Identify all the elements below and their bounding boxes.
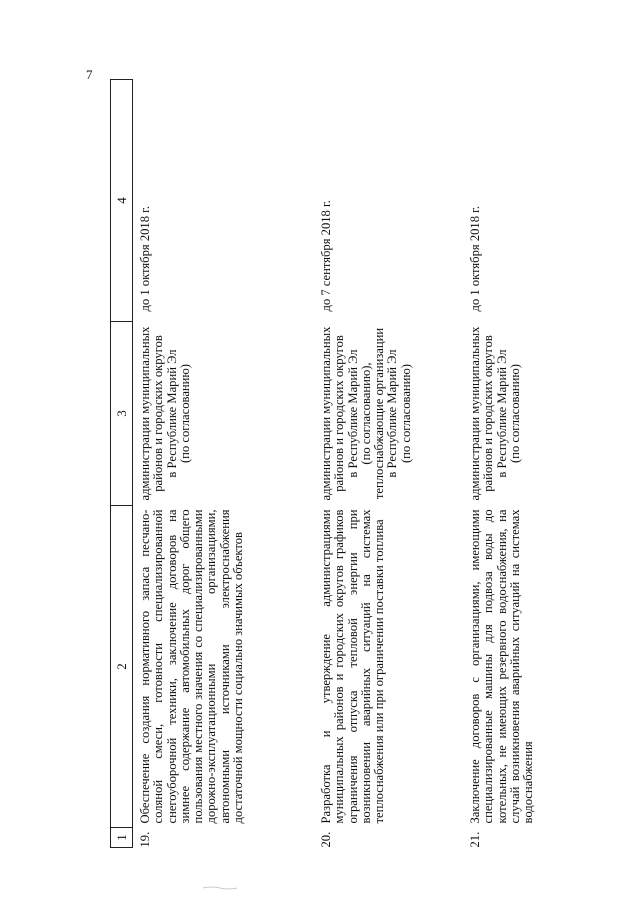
row-responsible — [314, 322, 463, 506]
responsible-line: в Республике Марий Эл — [385, 349, 400, 478]
plan-table — [110, 79, 579, 848]
responsible-line: (по согласованию), — [358, 362, 373, 465]
responsible-line: администрации муниципальных — [138, 326, 152, 501]
row-description: Разработка и утверждение администрациями муниципальных районов и городских округов графиков ограничения отпуска тепловой энергии при возникновении аварийных ситуаций на системах теплоснабжения или при ограничении поставки топлива — [319, 509, 387, 824]
header-col-1: 1 — [111, 828, 133, 848]
row-description: Заключение договоров с организациями, имеющими специализированные машины для подвоза воды до котельных, не имеющих резервного водоснабжения, на случай возникновения аварийных ситуаций на системах водоснабжения — [468, 509, 536, 824]
responsible-line: (по согласованию) — [398, 364, 413, 464]
responsible-line: (по согласованию) — [507, 364, 522, 464]
table-header-row — [111, 80, 133, 848]
responsible-line: в Республике Марий Эл — [494, 349, 509, 478]
row-number: 20. — [319, 831, 333, 848]
header-col-3: 3 — [111, 322, 133, 506]
row-responsible — [133, 322, 315, 506]
responsible-line: администрации муниципальных — [468, 326, 482, 501]
responsible-line: теплоснабжающие организации — [372, 327, 387, 500]
row-description: Обеспечение создания нормативного запаса песчано-соляной смеси, готовности специализированной снегоуборочной техники, заключение договоров на зимнее содержание автомобильных дорог общего пользования местного значения со специализированными дорожно-эксплуатационными организациями, автономными источниками электроснабжения достаточной мощности социально значимых объектов — [138, 509, 246, 824]
responsible-line: в Республике Марий Эл — [345, 349, 360, 478]
responsible-line: районов и городских округов — [151, 335, 166, 492]
row-responsible — [463, 322, 579, 506]
responsible-line: в Республике Марий Эл — [164, 349, 179, 478]
responsible-line: администрации муниципальных — [319, 326, 333, 501]
table-row — [314, 80, 463, 848]
scan-mark — [202, 885, 238, 891]
page-number: 7 — [86, 67, 93, 82]
row-deadline: до 1 октября 2018 г. — [468, 205, 482, 312]
responsible-line: районов и городских округов — [332, 335, 347, 492]
rotated-table-container — [110, 80, 562, 848]
header-col-4: 4 — [111, 80, 133, 322]
responsible-line: районов и городских округов — [481, 335, 496, 492]
table-row — [463, 80, 579, 848]
responsible-line: (по согласованию) — [177, 364, 192, 464]
row-deadline: до 7 сентября 2018 г. — [319, 200, 333, 312]
row-number: 19. — [138, 831, 152, 848]
header-col-2: 2 — [111, 506, 133, 828]
row-number: 21. — [468, 831, 482, 848]
table-row — [133, 80, 315, 848]
row-deadline: до 1 октября 2018 г. — [138, 205, 152, 312]
